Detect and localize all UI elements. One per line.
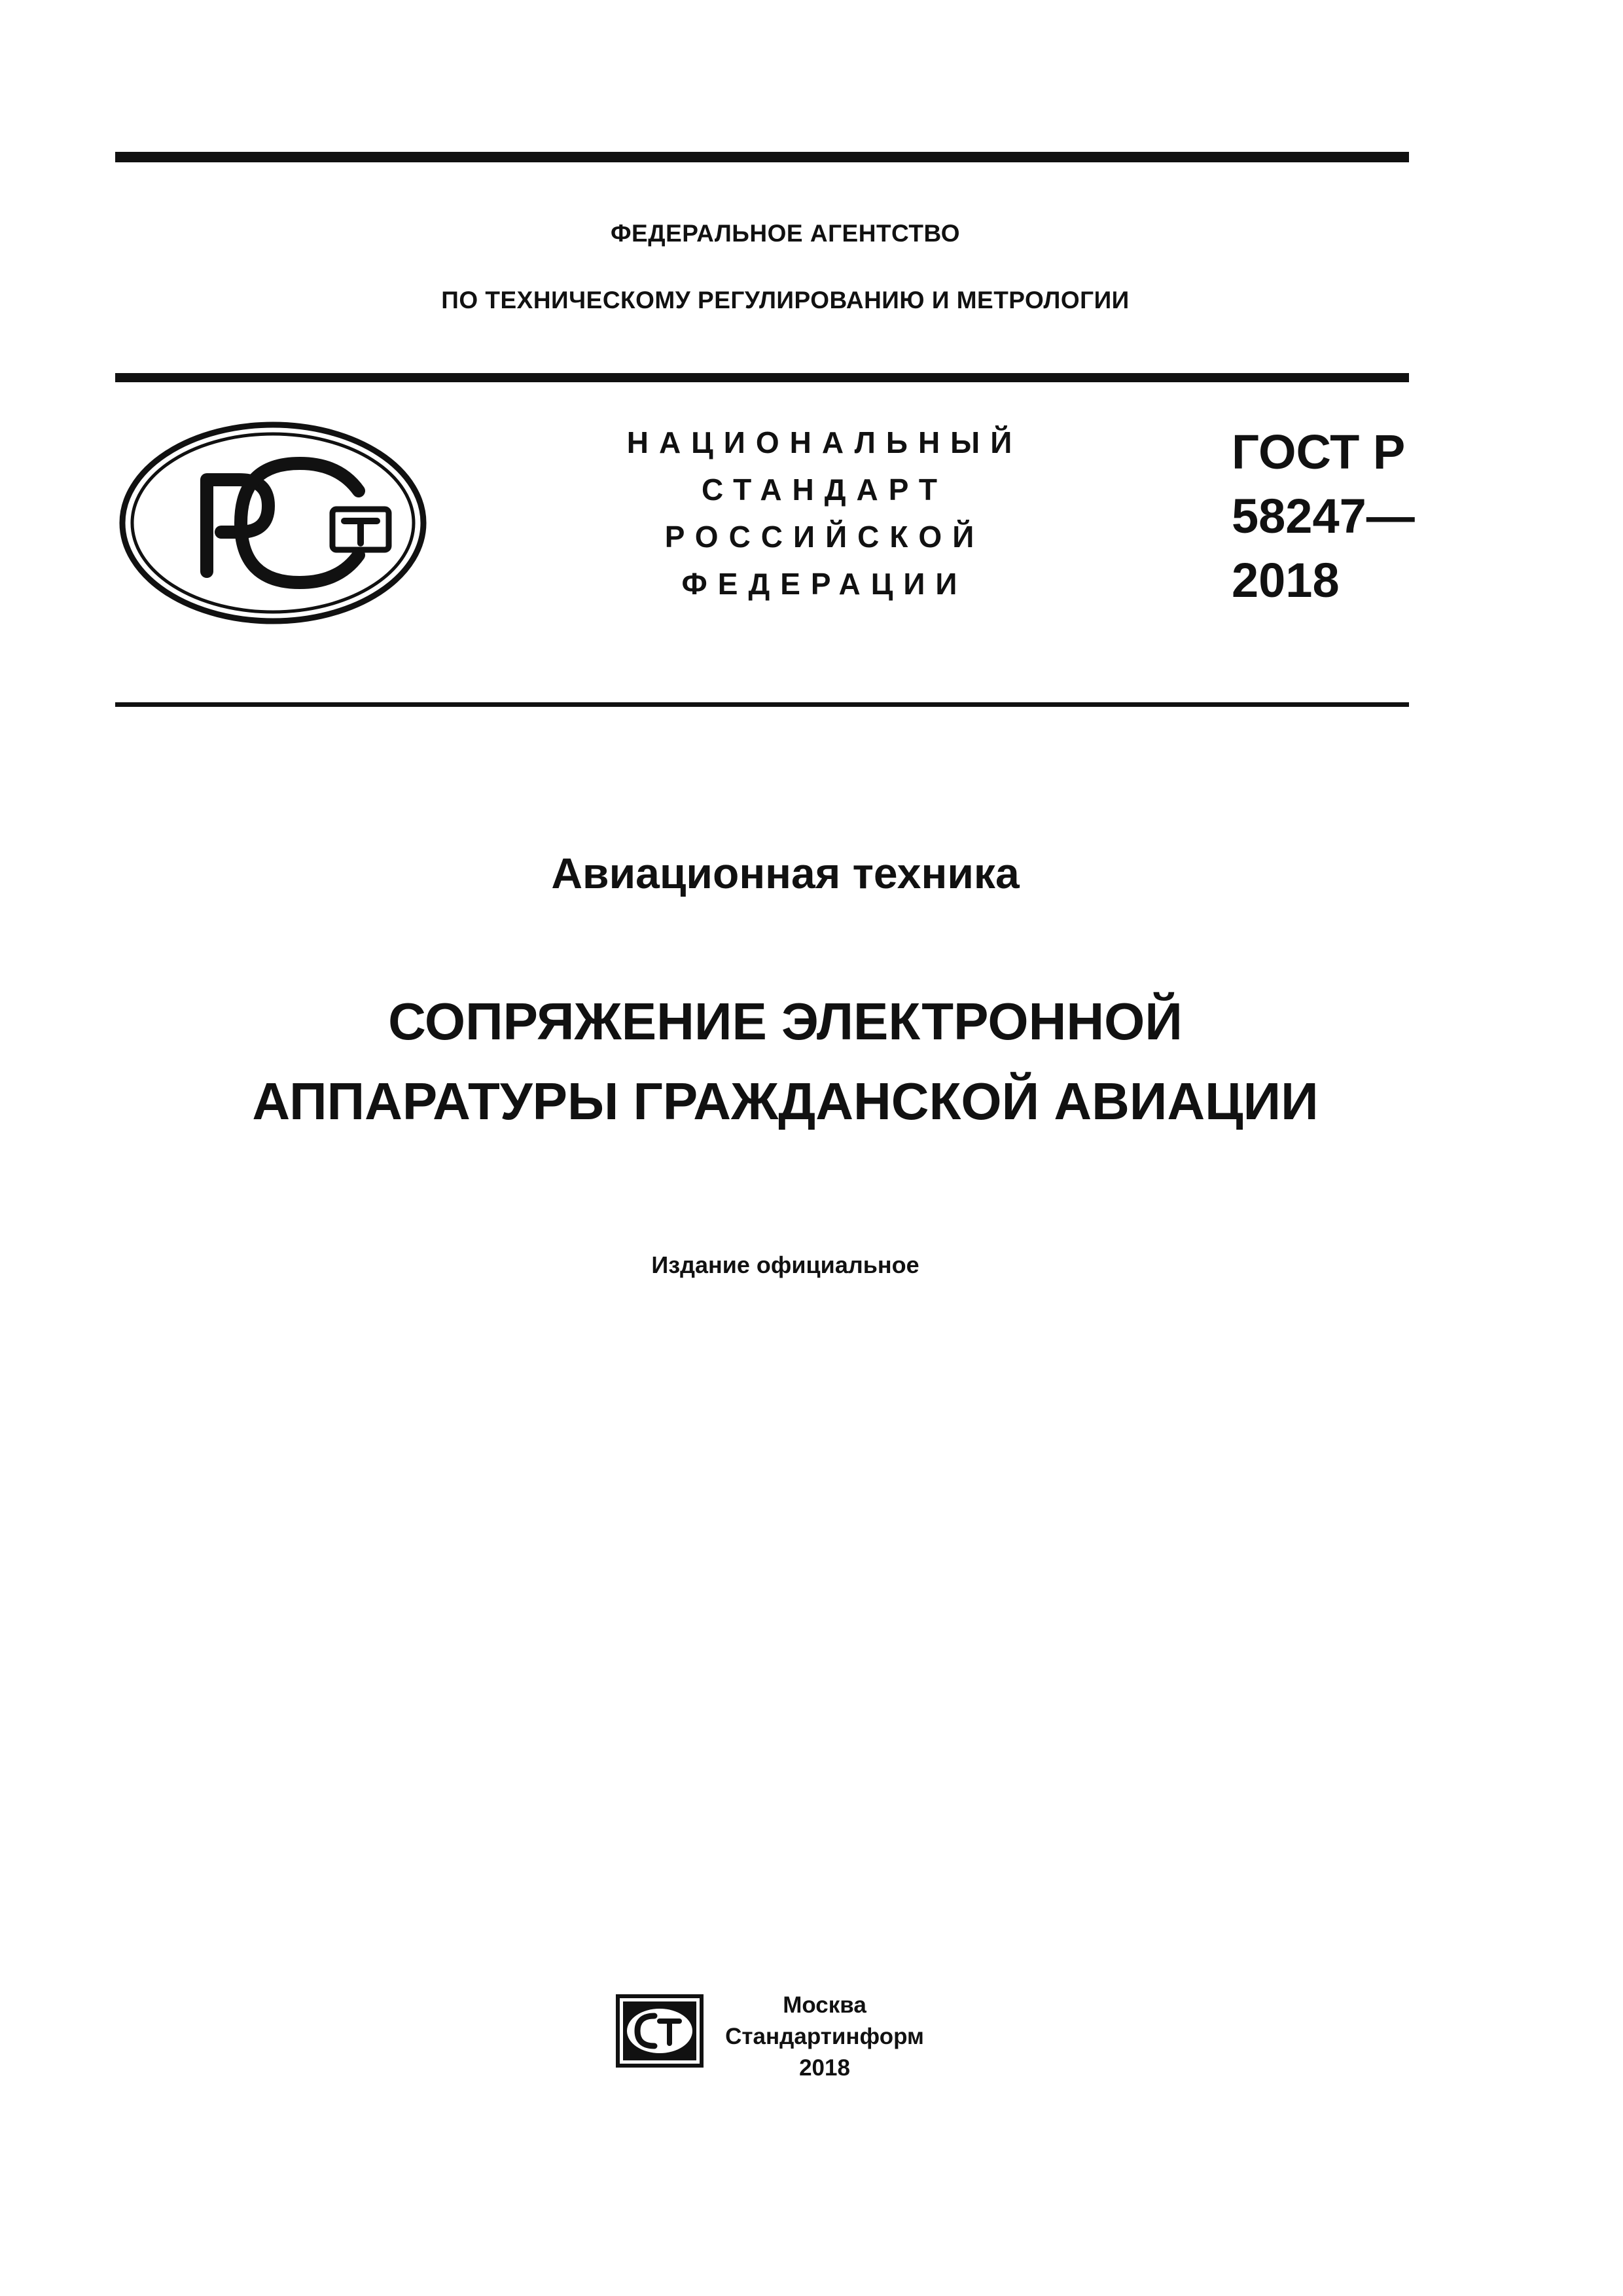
document-subtitle — [0, 848, 1623, 898]
publisher-logo — [614, 1992, 705, 2070]
publisher-year: 2018 — [799, 2055, 850, 2081]
title-line: АППАРАТУРЫ ГРАЖДАНСКОЙ АВИАЦИИ — [252, 1072, 1319, 1130]
top-rule — [115, 152, 1409, 162]
national-standard-label — [576, 419, 1073, 607]
publisher-city: Москва — [783, 1992, 866, 2018]
rst-emblem-icon — [116, 418, 429, 628]
agency-name-line-2: ПО ТЕХНИЧЕСКОМУ РЕГУЛИРОВАНИЮ И МЕТРОЛОГИИ — [441, 287, 1130, 314]
sti-emblem-icon — [614, 1992, 705, 2070]
middle-rule — [115, 373, 1409, 382]
national-line: НАЦИОНАЛЬНЫЙ — [626, 425, 1023, 459]
subtitle-text: Авиационная техника — [551, 849, 1020, 897]
national-line: ФЕДЕРАЦИИ — [681, 567, 968, 601]
publisher-imprint — [720, 1990, 929, 2084]
title-line: СОПРЯЖЕНИЕ ЭЛЕКТРОННОЙ — [388, 992, 1183, 1050]
publisher-name: Стандартинформ — [725, 2024, 924, 2049]
gost-line: ГОСТ Р — [1232, 425, 1406, 479]
agency-name-line-1: ФЕДЕРАЛЬНОЕ АГЕНТСТВО — [610, 220, 961, 247]
gost-line: 58247— — [1232, 489, 1415, 543]
national-line: РОССИЙСКОЙ — [664, 520, 985, 554]
sti-logo-text: СТИ — [614, 1992, 616, 1993]
document-title — [0, 982, 1623, 1141]
gost-line: 2018 — [1232, 553, 1340, 607]
edition-note — [0, 1251, 1623, 1279]
gost-number — [1232, 420, 1428, 613]
bottom-rule — [115, 702, 1409, 707]
edition-text: Издание официальное — [651, 1251, 919, 1278]
rst-logo — [116, 418, 429, 628]
national-line: СТАНДАРТ — [702, 473, 948, 507]
